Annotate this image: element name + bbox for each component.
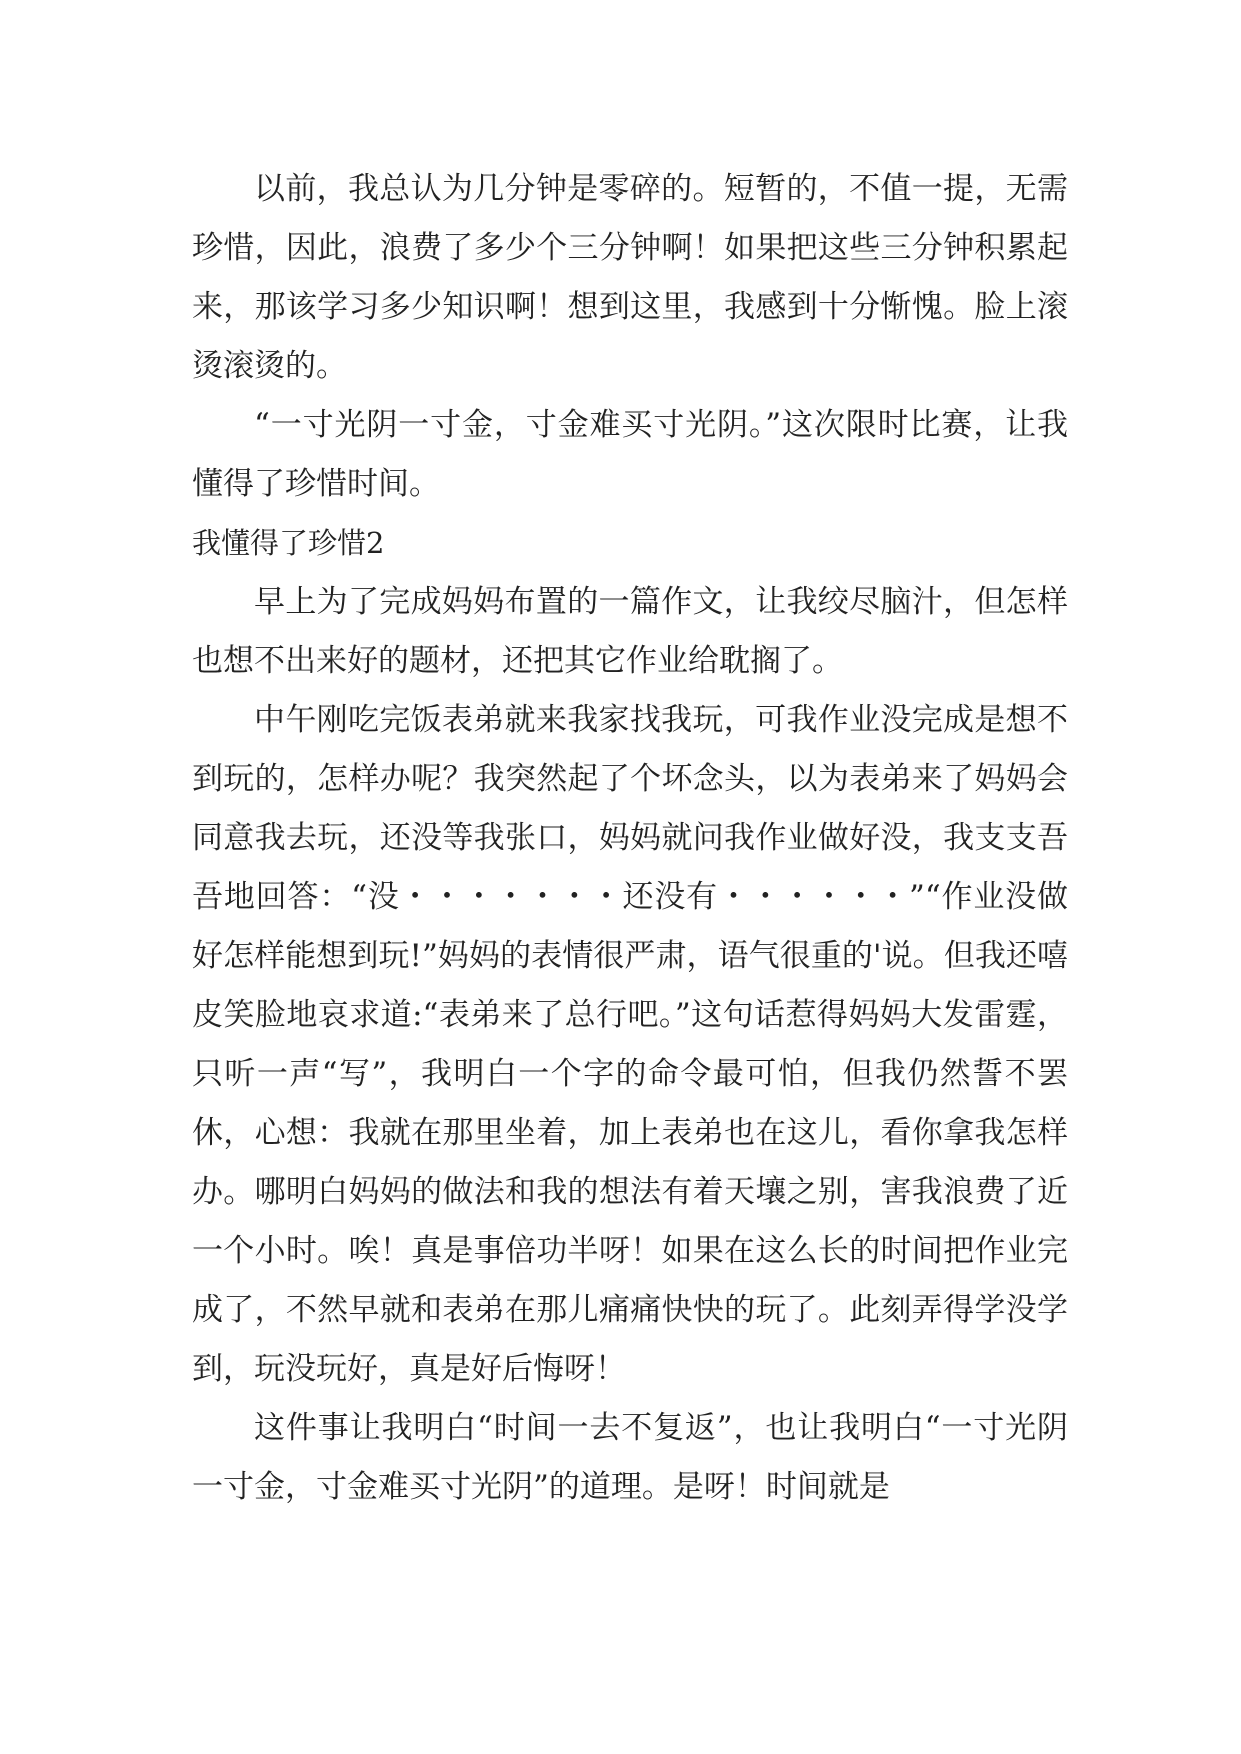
paragraph: 这件事让我明白“时间一去不复返”，也让我明白“一寸光阴一寸金，寸金难买寸光阴”的道理。是呀！时间就是 bbox=[192, 1410, 1068, 1505]
document-body bbox=[192, 160, 1068, 1517]
section-heading: 我懂得了珍惜2 bbox=[192, 526, 385, 560]
paragraph: 早上为了完成妈妈布置的一篇作文，让我绞尽脑汁，但怎样也想不出来好的题材，还把其它作业给耽搁了。 bbox=[192, 584, 1068, 679]
paragraph: 以前，我总认为几分钟是零碎的。短暂的，不值一提，无需珍惜，因此，浪费了多少个三分钟啊！如果把这些三分钟积累起来，那该学习多少知识啊！想到这里，我感到十分惭愧。脸上滚烫滚烫的。 bbox=[192, 171, 1068, 384]
paragraph: “一寸光阴一寸金，寸金难买寸光阴。”这次限时比赛，让我懂得了珍惜时间。 bbox=[192, 407, 1068, 502]
paragraph: 中午刚吃完饭表弟就来我家找我玩，可我作业没完成是想不到玩的，怎样办呢？我突然起了个坏念头，以为表弟来了妈妈会同意我去玩，还没等我张口，妈妈就问我作业做好没，我支支吾吾地回答：“没・・・・・・・还没有・・・・・・”“作业没做好怎样能想到玩!”妈妈的表情很严肃，语气很重的'说。但我还嘻皮笑脸地哀求道:“表弟来了总行吧。”这句话惹得妈妈大发雷霆，只听一声“写”，我明白一个字的命令最可怕，但我仍然誓不罢休，心想：我就在那里坐着，加上表弟也在这儿，看你拿我怎样办。哪明白妈妈的做法和我的想法有着天壤之别，害我浪费了近一个小时。唉！真是事倍功半呀！如果在这么长的时间把作业完成了，不然早就和表弟在那儿痛痛快快的玩了。此刻弄得学没学到，玩没玩好，真是好后悔呀！ bbox=[192, 702, 1068, 1387]
